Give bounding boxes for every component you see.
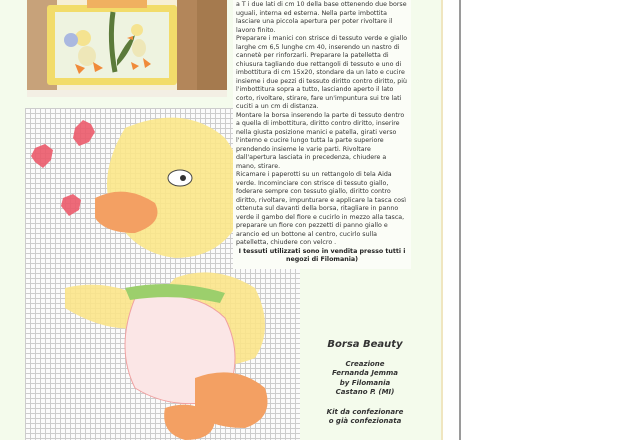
instruction-paragraph: Montare la borsa inserendo la parte di tessuto dentro a quella di imbottitura, diritto contro diritto, inserire nella giusta posizione manici e patella, girati verso l'interno e cucire lungo tutta la parte superiore prendendo insieme le varie parti. Rivoltare dall'apertura lasciata in precedenza, chiudere a mano, stirare. (236, 111, 405, 170)
credit-line: Fernanda Jemma (332, 369, 398, 377)
page-edge (441, 0, 443, 440)
heart-motifs (31, 120, 95, 216)
credit-line: Castano P. (MI) (335, 388, 395, 396)
fabric-note: I tessuti utilizzati sono in vendita presso tutti i negozi di Filomania) (238, 247, 406, 263)
bag-photo (27, 0, 227, 97)
instruction-paragraph: Preparare i manici con strisce di tessuto verde e giallo larghe cm 6,5 lunghe cm 40, inserendo un nastro di cannetè per rinforzarli. Preparare la patelletta di chiusura tagliando due rettangoli di tessuto e uno di imbottitura di cm 15x20, stondare da un lato e cucire insieme i due pezzi di tessuto diritto contro diritto, più l'imbottitura sopra a tutto, lasciando aperto il lato corto, rivoltare, stirare, fare un'impuntura sui tre lati cuciti a un cm di distanza. (236, 35, 408, 110)
credit-line: Creazione (345, 359, 385, 368)
instructions-text (233, 0, 411, 269)
project-title: Borsa Beauty (327, 339, 403, 350)
credit-line: by Filomania (339, 378, 391, 387)
credits-block (300, 340, 430, 427)
page-divider (459, 0, 461, 440)
kit-line: Kit da confezionare (326, 407, 404, 416)
instruction-paragraph: a T i due lati di cm 10 della base ottenendo due borse uguali, interna ed esterna. Nella parte imbottita lasciare una piccola apertura per poter rivoltare il lavoro finito. (236, 1, 407, 34)
kit-line: o già confezionata (328, 417, 402, 425)
instruction-paragraph: Ricamare i paperotti su un rettangolo di tela Aida verde. Incominciare con strisce di tessuto giallo, foderare sempre con tessuto giallo, diritto contro diritto, rivoltare, impunturare e applicare la tasca così ottenuta sul davanti della borsa, ritagliare in panno verde il gambo del fiore e cucirlo in mezzo alla tasca, preparare un fiore con pezzetti di panno giallo e arancio ed un bottone al centro, cucirlo sulla patelletta, chiudere con velcro . (236, 171, 407, 246)
